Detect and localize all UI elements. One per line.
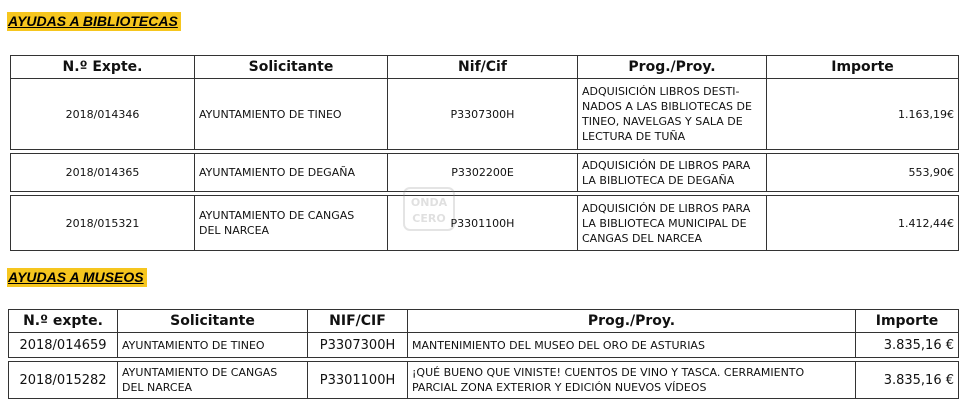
solicitante-cell: AYUNTAMIENTO DE DEGAÑA xyxy=(195,154,388,192)
proyecto-line: PARCIAL ZONA EXTERIOR Y EDICIÓN NUEVOS VÍDEOS xyxy=(412,381,707,394)
header-expte: N.º expte. xyxy=(9,310,118,333)
proyecto-cell xyxy=(578,154,767,192)
proyecto-line: TINEO, NAVELGAS Y SALA DE xyxy=(582,115,743,128)
museos-section-title: AYUDAS A MUSEOS xyxy=(7,268,147,287)
solicitante-cell xyxy=(118,362,308,399)
expte-cell: 2018/015321 xyxy=(11,196,195,251)
table-row xyxy=(11,79,959,150)
proyecto-line: NADOS A LAS BIBLIOTECAS DE xyxy=(582,100,752,113)
header-importe: Importe xyxy=(856,310,959,333)
table-row xyxy=(9,362,959,399)
header-solicitante: Solicitante xyxy=(195,56,388,79)
solicitante-line: DEL NARCEA xyxy=(122,381,193,394)
solicitante-cell: AYUNTAMIENTO DE TINEO xyxy=(118,333,308,358)
table-row xyxy=(9,333,959,358)
expte-cell: 2018/015282 xyxy=(9,362,118,399)
solicitante-cell: AYUNTAMIENTO DE TINEO xyxy=(195,79,388,150)
header-proyecto: Prog./Proy. xyxy=(408,310,856,333)
importe-cell: 1.163,19€ xyxy=(767,79,959,150)
nif-cell: P3301100H xyxy=(308,362,408,399)
proyecto-cell xyxy=(578,79,767,150)
table-header-row xyxy=(11,56,959,79)
expte-cell: 2018/014659 xyxy=(9,333,118,358)
header-solicitante: Solicitante xyxy=(118,310,308,333)
header-expte: N.º Expte. xyxy=(11,56,195,79)
proyecto-line: LA BIBLIOTECA DE DEGAÑA xyxy=(582,173,735,187)
importe-cell: 1.412,44€ xyxy=(767,196,959,251)
proyecto-line: ADQUISICIÓN DE LIBROS PARA xyxy=(582,201,751,215)
proyecto-line: ADQUISICIÓN LIBROS DESTI- xyxy=(582,85,740,98)
bibliotecas-table xyxy=(10,55,959,251)
expte-cell: 2018/014365 xyxy=(11,154,195,192)
proyecto-cell xyxy=(408,362,856,399)
importe-cell: 3.835,16 € xyxy=(856,362,959,399)
watermark-line1: ONDA xyxy=(410,196,448,209)
header-proyecto: Prog./Proy. xyxy=(578,56,767,79)
nif-cell: P3302200E xyxy=(388,154,578,192)
header-nif: NIF/CIF xyxy=(308,310,408,333)
table-row xyxy=(11,196,959,251)
proyecto-cell: MANTENIMIENTO DEL MUSEO DEL ORO DE ASTURIAS xyxy=(408,333,856,358)
nif-cell: P3301100H xyxy=(388,196,578,251)
nif-cell: P3307300H xyxy=(388,79,578,150)
solicitante-line: DEL NARCEA xyxy=(199,224,270,237)
solicitante-cell xyxy=(195,196,388,251)
proyecto-line: LA BIBLIOTECA MUNICIPAL DE xyxy=(582,216,747,230)
solicitante-line: AYUNTAMIENTO DE CANGAS xyxy=(122,366,278,379)
importe-cell: 553,90€ xyxy=(767,154,959,192)
watermark-line2: CERO xyxy=(412,212,446,225)
header-nif: Nif/Cif xyxy=(388,56,578,79)
importe-cell: 3.835,16 € xyxy=(856,333,959,358)
nif-cell: P3307300H xyxy=(308,333,408,358)
proyecto-line: LECTURA DE TUÑA xyxy=(582,130,686,143)
museos-table xyxy=(8,309,959,399)
table-header-row xyxy=(9,310,959,333)
bibliotecas-section-title: AYUDAS A BIBLIOTECAS xyxy=(7,12,181,31)
proyecto-line: ¡QUÉ BUENO QUE VINISTE! CUENTOS DE VINO Y TASCA. CERRAMIENTO xyxy=(412,366,805,379)
expte-cell: 2018/014346 xyxy=(11,79,195,150)
solicitante-line: AYUNTAMIENTO DE CANGAS xyxy=(199,209,355,222)
proyecto-line: CANGAS DEL NARCEA xyxy=(582,231,703,245)
proyecto-line: ADQUISICIÓN DE LIBROS PARA xyxy=(582,158,751,172)
table-row xyxy=(11,154,959,192)
proyecto-cell xyxy=(578,196,767,251)
header-importe: Importe xyxy=(767,56,959,79)
